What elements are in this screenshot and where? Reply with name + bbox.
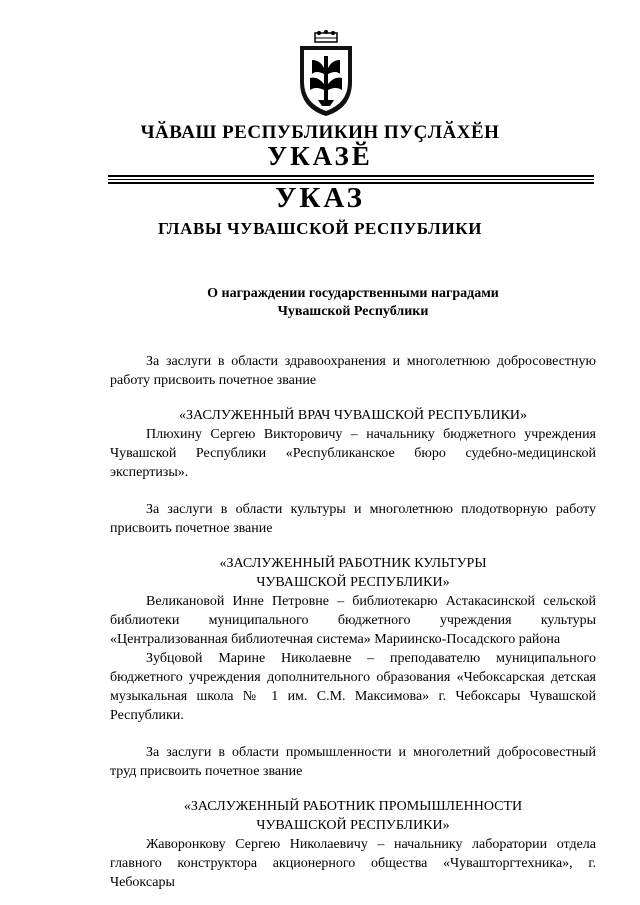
awardee-paragraph: Плюхину Сергею Викторовичу – начальнику бюджетного учреждения Чувашской Республики «Республиканское бюро судебно-медицинской экспертизы».	[110, 427, 596, 480]
awardee-paragraph: Великановой Инне Петровне – библиотекарю Астакасинской сельской библиотеки муниципального бюджетного учреждения культуры «Централизованная библиотечная система» Мариинско-Посадского района	[110, 594, 596, 647]
header-glavy: ГЛАВЫ ЧУВАШСКОЙ РЕСПУБЛИКИ	[157, 219, 483, 238]
award-title-line: «ЗАСЛУЖЕННЫЙ РАБОТНИК ПРОМЫШЛЕННОСТИ	[183, 799, 523, 814]
subject-line-2: Чувашской Республики	[277, 304, 429, 319]
awardee-paragraph: Жаворонкову Сергею Николаевичу – начальнику лаборатории отдела главного конструктора акционерного общества «Чувашторгтехника», г. Чебоксары	[110, 837, 596, 890]
divider-line	[108, 179, 594, 180]
award-title	[110, 554, 596, 592]
header-ukaz: УКАЗ	[275, 182, 365, 214]
decree-body	[110, 352, 596, 892]
award-title-line: ЧУВАШСКОЙ РЕСПУБЛИКИ»	[256, 575, 450, 590]
award-title	[110, 797, 596, 835]
award-title-line: «ЗАСЛУЖЕННЫЙ РАБОТНИК КУЛЬТУРЫ	[219, 556, 487, 571]
coat-of-arms-emblem	[290, 30, 362, 120]
section-intro: За заслуги в области культуры и многолетнюю плодотворную работу присвоить почетное звание	[110, 502, 596, 536]
section-intro: За заслуги в области промышленности и многолетний добросовестный труд присвоить почетное звание	[110, 745, 596, 779]
header-chuvash-ukaze: УКАЗӖ	[267, 141, 373, 171]
award-title-line: ЧУВАШСКОЙ РЕСПУБЛИКИ»	[256, 818, 450, 833]
section-intro: За заслуги в области здравоохранения и многолетнюю добросовестную работу присвоить почетное звание	[110, 354, 596, 388]
awardee-paragraph: Зубцовой Марине Николаевне – преподавателю муниципального бюджетного учреждения дополнительного образования «Чебоксарская детская музыкальная школа № 1 им. С.М. Максимова» г. Чебоксары Чувашской Республики.	[110, 651, 596, 723]
award-title-line: «ЗАСЛУЖЕННЫЙ ВРАЧ ЧУВАШСКОЙ РЕСПУБЛИКИ»	[178, 408, 528, 423]
subject-line-1: О награждении государственными наградами	[207, 286, 499, 301]
decree-subject	[0, 285, 640, 321]
award-title	[110, 406, 596, 425]
divider-line	[108, 175, 594, 177]
header-chuvash-line: ЧӐВАШ РЕСПУБЛИКИН ПУҪЛӐХӖН	[140, 122, 500, 143]
